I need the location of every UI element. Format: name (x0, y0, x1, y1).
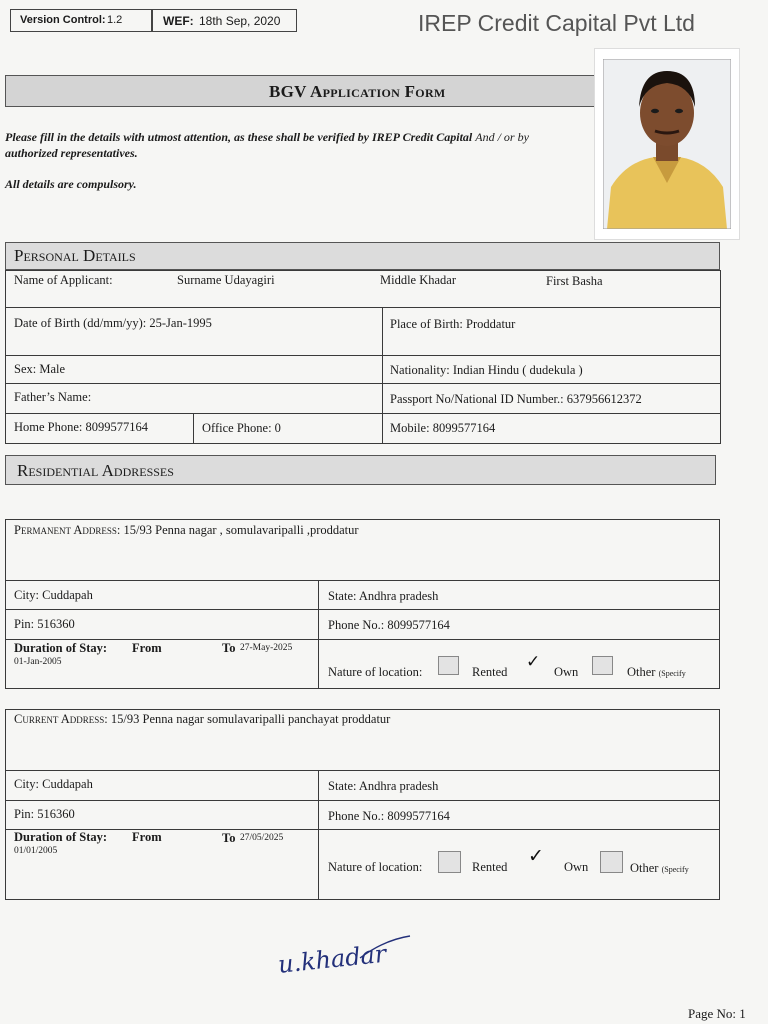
sex-value: Sex: Male (14, 362, 66, 376)
current-pin: Pin: 516360 (14, 807, 75, 821)
permanent-other-checkbox[interactable] (592, 656, 613, 675)
current-rented-checkbox[interactable] (438, 851, 461, 873)
residential-addresses-bar (5, 455, 716, 485)
home-phone-value: Home Phone: 8099577164 (14, 420, 149, 434)
current-to-value: 27/05/2025 (240, 833, 284, 843)
permanent-rented-checkbox[interactable] (438, 656, 459, 675)
instructions (5, 129, 597, 161)
permanent-phone: Phone No.: 8099577164 (328, 618, 450, 632)
current-other-text: Other (630, 861, 659, 875)
nationality-value: Nationality: Indian Hindu ( dudekula ) (390, 363, 583, 377)
mobile-value: Mobile: 8099577164 (390, 421, 496, 435)
applicant-photo-frame (594, 48, 740, 240)
company-name: IREP Credit Capital Pvt Ltd (418, 10, 695, 36)
instructions-line1: Please fill in the details with utmost attention, as these shall be verified by IREP Credit Capital (5, 130, 473, 144)
current-nature-label: Nature of location: (328, 860, 423, 874)
signature-text: u.khadar (276, 939, 388, 979)
permanent-own-label: Own (554, 665, 579, 679)
permanent-to-label: To (222, 641, 236, 655)
page-number: Page No: 1 (688, 1006, 746, 1021)
place-of-birth-value: Place of Birth: Proddatur (390, 317, 516, 331)
permanent-address-value: 15/93 Penna nagar , somulavaripalli ,proddatur (123, 523, 359, 537)
personal-details-table (5, 270, 721, 444)
current-other-checkbox[interactable] (600, 851, 623, 873)
current-to-label: To (222, 831, 236, 845)
current-address-label (14, 712, 390, 727)
current-own-label: Own (564, 860, 589, 874)
fathers-name-label: Father’s Name: (14, 390, 92, 404)
current-from-label: From (132, 830, 162, 844)
current-rented-label: Rented (472, 860, 508, 874)
permanent-address-label (14, 523, 359, 538)
middle-name-value: Middle Khadar (380, 273, 457, 287)
wef-box (152, 9, 297, 32)
permanent-own-check-icon[interactable]: ✓ (526, 652, 541, 672)
current-own-check-icon[interactable]: ✓ (528, 845, 544, 867)
instructions-line1-tail: And / or by (475, 130, 529, 144)
permanent-address-table (5, 519, 720, 689)
form-title-bar (5, 75, 605, 107)
applicant-photo (603, 59, 731, 229)
permanent-specify-text: (Specify (658, 669, 686, 678)
permanent-rented-label: Rented (472, 665, 508, 679)
permanent-from-value: 01-Jan-2005 (14, 657, 62, 667)
permanent-other-label (627, 665, 686, 680)
first-name-value: First Basha (546, 274, 603, 288)
residential-addresses-heading: Residential Addresses (17, 461, 174, 480)
current-from-value: 01/01/2005 (14, 846, 58, 856)
permanent-duration-label: Duration of Stay: (14, 641, 108, 655)
permanent-state: State: Andhra pradesh (328, 589, 439, 603)
permanent-pin: Pin: 516360 (14, 617, 75, 631)
permanent-address-label-text: Permanent Address: (14, 523, 121, 537)
office-phone-value: Office Phone: 0 (202, 421, 281, 435)
current-address-table (5, 709, 720, 900)
passport-value: Passport No/National ID Number.: 637956612372 (390, 392, 642, 406)
permanent-city: City: Cuddapah (14, 588, 93, 602)
personal-details-bar (5, 242, 720, 270)
form-title: BGV Application Form (269, 82, 446, 101)
applicant-signature (274, 930, 424, 980)
current-address-value: 15/93 Penna nagar somulavaripalli panchayat proddatur (110, 712, 391, 726)
permanent-to-value: 27-May-2025 (240, 643, 293, 653)
name-of-applicant-label: Name of Applicant: (14, 273, 113, 287)
current-specify-text: (Specify (661, 865, 689, 874)
current-state: State: Andhra pradesh (328, 779, 439, 793)
compulsory-note: All details are compulsory. (5, 177, 137, 191)
personal-details-heading: Personal Details (14, 246, 136, 265)
version-value: 1.2 (107, 14, 123, 26)
version-control-box (10, 9, 152, 32)
surname-value: Surname Udayagiri (177, 273, 275, 287)
current-city: City: Cuddapah (14, 777, 93, 791)
current-duration-label: Duration of Stay: (14, 830, 108, 844)
permanent-other-text: Other (627, 665, 656, 679)
wef-value: 18th Sep, 2020 (199, 14, 281, 28)
version-label: Version Control: (20, 14, 106, 26)
current-address-label-text: Current Address: (14, 712, 108, 726)
wef-label: WEF: (163, 14, 194, 28)
current-other-label (630, 861, 689, 876)
instructions-line2: authorized representatives. (5, 146, 138, 160)
current-phone: Phone No.: 8099577164 (328, 809, 450, 823)
permanent-from-label: From (132, 641, 162, 655)
dob-value: Date of Birth (dd/mm/yy): 25-Jan-1995 (14, 316, 212, 330)
permanent-nature-label: Nature of location: (328, 665, 423, 679)
